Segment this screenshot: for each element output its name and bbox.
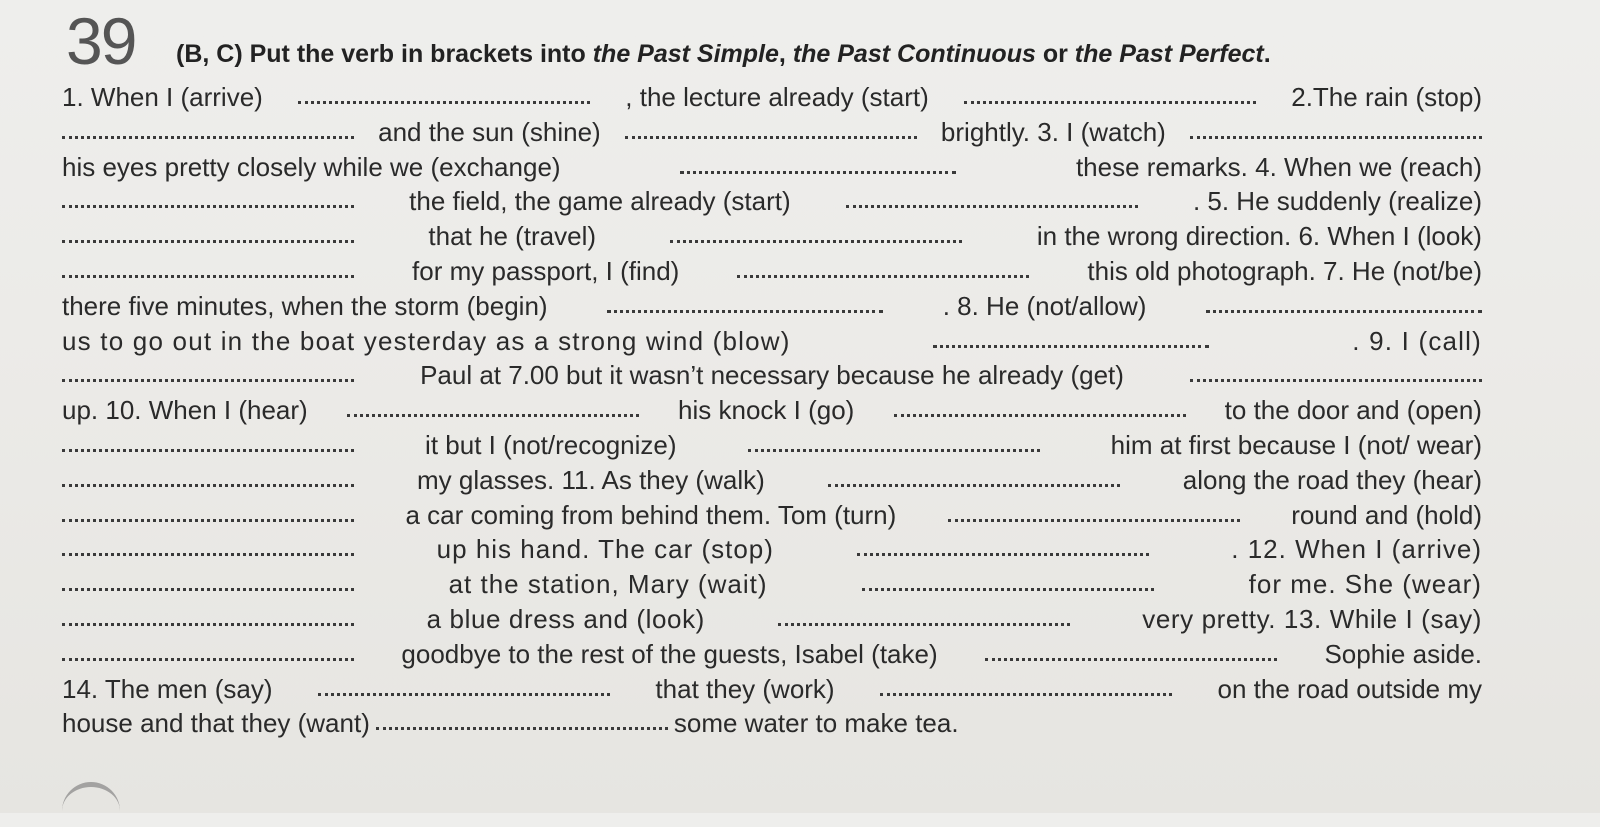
heading-tense-2: the Past Continuous [792,40,1036,68]
answer-blank[interactable] [62,130,354,139]
next-exercise-number-fragment [62,782,120,827]
text-segment: it but I (not/recognize) [425,429,677,460]
answer-blank[interactable] [985,652,1277,661]
text-line [62,498,1482,533]
text-line [62,289,1482,324]
heading-end: . [1263,40,1271,68]
text-line [62,672,1482,707]
answer-blank[interactable] [828,478,1120,487]
answer-blank[interactable] [607,304,883,313]
text-line [62,637,1482,672]
answer-blank[interactable] [964,95,1256,104]
answer-blank[interactable] [737,269,1029,278]
heading-separator-2: or [1035,40,1075,68]
answer-blank[interactable] [62,443,354,452]
answer-blank[interactable] [1190,130,1482,139]
answer-blank[interactable] [894,408,1186,417]
text-segment: . 9. I (call) [1352,325,1482,356]
answer-blank[interactable] [62,547,354,556]
answer-blank[interactable] [670,234,962,243]
answer-blank[interactable] [880,687,1172,696]
text-segment: these remarks. 4. When we (reach) [1075,151,1482,182]
text-line [62,567,1482,602]
text-segment: up. 10. When I (hear) [62,395,308,426]
heading-prefix: (B, C) Put the verb in brackets into [176,40,593,68]
text-line [62,463,1482,498]
answer-blank[interactable] [347,408,639,417]
text-line [62,602,1482,637]
answer-blank[interactable] [62,234,354,243]
answer-blank[interactable] [748,443,1040,452]
text-segment: that he (travel) [428,221,597,252]
text-segment: a blue dress and (look) [426,603,705,634]
exercise-heading [176,40,1271,69]
answer-blank[interactable] [62,513,354,522]
text-segment: to the door and (open) [1224,395,1482,426]
answer-blank[interactable] [376,721,668,730]
text-segment: for me. She (wear) [1248,569,1482,600]
text-segment: round and (hold) [1291,499,1482,530]
heading-tense-3: the Past Perfect [1074,40,1264,68]
answer-blank[interactable] [933,339,1209,348]
text-line [62,324,1482,359]
answer-blank[interactable] [62,478,354,487]
text-segment: very pretty. 13. While I (say) [1142,603,1482,634]
text-segment: his eyes pretty closely while we (exchange) [62,151,561,182]
text-segment: some water to make tea. [673,708,959,739]
answer-blank[interactable] [298,95,590,104]
text-segment: 2.The rain (stop) [1291,82,1482,112]
text-line [62,80,1482,115]
text-line [62,532,1482,567]
text-segment: at the station, Mary (wait) [448,569,768,600]
text-segment: , the lecture already (start) [625,82,929,112]
text-segment: 14. The men (say) [62,673,273,704]
text-line [62,150,1482,185]
text-line [62,393,1482,428]
text-segment: him at first because I (not/ wear) [1110,429,1482,460]
text-segment: house and that they (want) [62,708,370,739]
answer-blank[interactable] [625,130,917,139]
answer-blank[interactable] [62,652,354,661]
answer-blank[interactable] [862,582,1154,591]
answer-blank[interactable] [318,687,610,696]
text-segment: . 8. He (not/allow) [942,290,1147,321]
text-segment: up his hand. The car (stop) [436,534,774,565]
text-segment: the field, the game already (start) [409,186,791,217]
text-line [62,358,1482,393]
answer-blank[interactable] [857,547,1149,556]
answer-blank[interactable] [62,617,354,626]
text-line [62,706,1482,741]
text-segment: a car coming from behind them. Tom (turn) [405,499,897,530]
text-segment: for my passport, I (find) [412,255,680,286]
answer-blank[interactable] [680,165,956,174]
answer-blank[interactable] [62,582,354,591]
text-segment: my glasses. 11. As they (walk) [417,464,765,495]
text-line [62,115,1482,150]
text-segment: and the sun (shine) [378,116,601,147]
text-segment: Paul at 7.00 but it wasn’t necessary because he already (get) [420,360,1124,391]
heading-tense-1: the Past Simple [592,40,779,68]
exercise-text [62,80,1482,741]
text-segment: his knock I (go) [678,395,855,426]
exercise-number: 39 [66,4,136,78]
text-segment: that they (work) [655,673,835,704]
text-segment: on the road outside my [1217,673,1482,704]
answer-blank[interactable] [1206,304,1482,313]
text-segment: . 12. When I (arrive) [1231,534,1482,565]
text-segment: . 5. He suddenly (realize) [1192,186,1482,217]
text-segment: this old photograph. 7. He (not/be) [1087,255,1482,286]
text-segment: us to go out in the boat yesterday as a strong wind (blow) [62,325,791,356]
text-segment: Sophie aside. [1324,638,1482,669]
text-segment: 1. When I (arrive) [62,82,263,112]
text-segment: goodbye to the rest of the guests, Isabel (take) [401,638,938,669]
answer-blank[interactable] [778,617,1070,626]
answer-blank[interactable] [948,513,1240,522]
answer-blank[interactable] [62,373,354,382]
answer-blank[interactable] [846,199,1138,208]
heading-separator-1: , [778,40,793,68]
answer-blank[interactable] [1190,373,1482,382]
text-segment: there five minutes, when the storm (begin) [62,290,548,321]
text-line [62,219,1482,254]
text-segment: along the road they (hear) [1182,464,1482,495]
text-line [62,254,1482,289]
answer-blank[interactable] [62,269,354,278]
answer-blank[interactable] [62,199,354,208]
text-line [62,184,1482,219]
text-segment: brightly. 3. I (watch) [940,116,1166,147]
text-segment: in the wrong direction. 6. When I (look) [1036,221,1482,252]
text-line [62,428,1482,463]
